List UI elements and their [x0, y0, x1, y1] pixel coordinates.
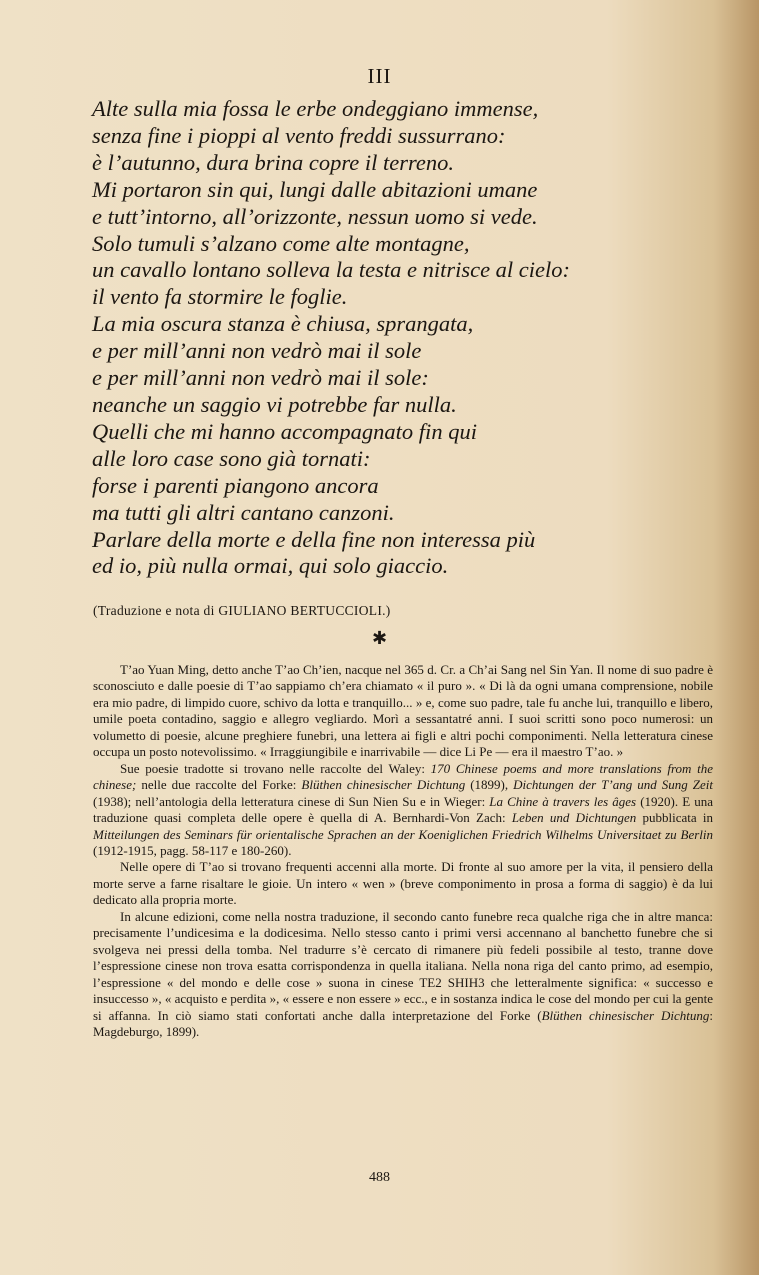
- poem-line: un cavallo lontano solleva la testa e nitrisce al cielo:: [92, 257, 571, 283]
- poem-line: Parlare della morte e della fine non interessa più: [92, 526, 536, 552]
- note-text: pubblicata in: [636, 810, 714, 826]
- poem: [92, 96, 732, 580]
- poem-line: Solo tumuli s’alzano come alte montagne,: [92, 230, 470, 256]
- poem-line: e tutt’intorno, all’orizzonte, nessun uomo si vede.: [92, 203, 538, 229]
- note-paragraph: [93, 761, 713, 860]
- poem-line: ma tutti gli altri cantano canzoni.: [92, 499, 395, 525]
- book-title: Blüthen chinesischer Dichtung: [541, 1007, 710, 1023]
- note-paragraph: [93, 909, 713, 1041]
- book-title: Leben und Dichtungen: [511, 810, 637, 826]
- note-text: (1938); nell’antologia della letteratura cinese di Sun Nien Su e in Wieger:: [93, 793, 490, 809]
- note-paragraph: Nelle opere di T’ao si trovano frequenti accenni alla morte. Di fronte al suo amore per la vita, il pensiero della morte serve a farne risaltare le gioie. Un intero « wen » (breve componimento in prosa a forma di saggio) è da lui dedicato alla propria morte.: [93, 859, 713, 908]
- book-title: Blüthen chinesischer Dichtung: [301, 777, 466, 793]
- book-title: Mitteilungen des Seminars für orientalische Sprachen an der Koeniglichen Friedrich Wilhelms Universitaet zu Berlin: [93, 826, 713, 842]
- book-title: La Chine à travers les âges: [489, 793, 637, 809]
- poem-line: neanche un saggio vi potrebbe far nulla.: [92, 391, 457, 417]
- poem-line: senza fine i pioppi al vento freddi sussurrano:: [92, 122, 506, 148]
- poem-line: forse i parenti piangono ancora: [92, 472, 379, 498]
- poem-line: La mia oscura stanza è chiusa, sprangata,: [92, 311, 474, 337]
- asterisk-divider-icon: ✱: [371, 628, 388, 649]
- note-text: (1912-1915, pagg. 58-117 e 180-260).: [93, 842, 292, 858]
- note-text: In alcune edizioni, come nella nostra traduzione, il secondo canto funebre reca qualche riga che in altre manca: precisamente l’undicesima e la dodicesima. Nello stesso canto i primi versi accennano al banchetto funebre che si svolgeva nei pressi della tomba. Nel tradurre s’è cercato di rimanere più fedeli possibile al testo, tranne dove l’espressione cinese non trova esatta corrispondenza in quella italiana. Nella nona riga del canto primo, ad esempio, l’espressione « del mondo e delle cose » suona in cinese TE2 SHIH3 che letteralmente significa: « successo e insuccesso », « acquisto e perdita », « essere e non essere » ecc., e in sostanza indica le cose del mondo per cui la gente si affanna. In ciò siamo stati confortati anche dalla interpretazione del Forke (: [93, 908, 713, 1023]
- note-paragraph: T’ao Yuan Ming, detto anche T’ao Ch’ien, nacque nel 365 d. Cr. a Ch’ai Sang nel Sin Yan. Il nome di suo padre è sconosciuto e dalle poesie di T’ao sappiamo ch’era chiamato « il puro ». « Di là da ogni umana comprensione, nobile era mio padre, di limpido cuore, schivo da lotta e tranquillo... » e, come suo padre, tale fu anche lui, tranquillo e libero, umile poeta contadino, saggio e allegro vegliardo. Morì a sessantatré anni. I suoi scritti sono poco numerosi: un volumetto di poesie, alcune preghiere funebri, una lettera ai figli e altri pochi componimenti. Nella letteratura cinese occupa un posto notevolissimo. « Irraggiungibile e inarrivabile — dice Li Pe — era il maestro T’ao. »: [93, 662, 713, 760]
- poem-line: Mi portaron sin qui, lungi dalle abitazioni umane: [92, 176, 538, 202]
- poem-line: e per mill’anni non vedrò mai il sole: [92, 338, 422, 364]
- book-title: Dichtungen der T’ang und Sung Zeit: [513, 777, 713, 793]
- translator-note: [93, 662, 713, 1040]
- note-text: (1920). E una traduzione quasi completa delle opere è quella di A. Bernhardi-Von Zach:: [93, 793, 713, 826]
- poem-line: ed io, più nulla ormai, qui solo giaccio.: [92, 553, 449, 579]
- note-text: (1899),: [465, 777, 514, 793]
- poem-line: è l’autunno, dura brina copre il terreno.: [92, 149, 455, 175]
- book-title: 170 Chinese poems and more translations from the chinese;: [93, 760, 713, 793]
- section-number: III: [367, 64, 392, 88]
- page-number: 488: [369, 1170, 390, 1185]
- poem-line: e per mill’anni non vedrò mai il sole:: [92, 365, 429, 391]
- poem-line: Alte sulla mia fossa le erbe ondeggiano immense,: [92, 96, 539, 121]
- poem-line: Quelli che mi hanno accompagnato fin qui: [92, 418, 477, 444]
- note-text: Sue poesie tradotte si trovano nelle raccolte del Waley:: [120, 760, 431, 776]
- poem-line: il vento fa stormire le foglie.: [92, 284, 348, 310]
- note-text: nelle due raccolte del Forke:: [136, 777, 302, 793]
- translation-credit: (Traduzione e nota di GIULIANO BERTUCCIOLI.): [93, 603, 391, 618]
- poem-line: alle loro case sono già tornati:: [92, 445, 371, 471]
- note-text: : Magdeburgo, 1899).: [93, 1007, 713, 1039]
